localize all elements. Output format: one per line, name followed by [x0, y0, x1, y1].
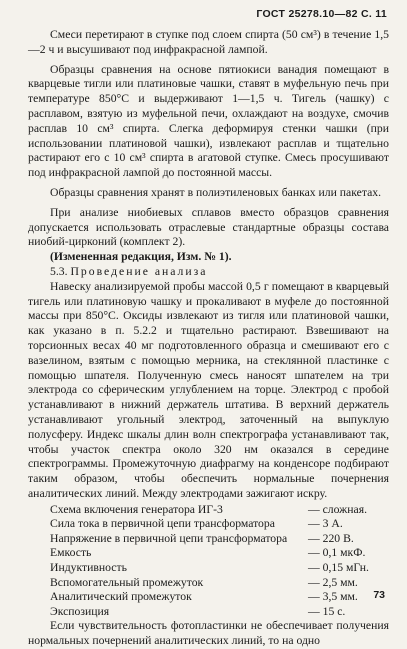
parameter-name: Емкость	[50, 546, 92, 560]
section-heading	[28, 265, 389, 280]
parameter-name: Схема включения генератора ИГ-3	[50, 502, 223, 516]
parameter-value: — 2,5 мм.	[308, 575, 358, 589]
parameter-name: Сила тока в первичной цепи трансформатора	[50, 517, 275, 531]
paragraph-closing: Если чувствительность фотопластинки не обеспечивает получения нормальных почернений аналитических линий, то на одно	[28, 619, 389, 648]
parameter-name: Вспомогательный промежуток	[50, 575, 204, 589]
paragraph-1: Смеси перетирают в ступке под слоем спирта (50 см³) в течение 1,5—2 ч и высушивают под инфракрасной лампой.	[28, 28, 389, 56]
page-header: ГОСТ 25278.10—82 С. 11	[256, 8, 387, 20]
amendment-note: (Измененная редакция, Изм. № 1).	[50, 250, 232, 264]
parameter-row	[28, 546, 389, 561]
parameter-value: — сложная.	[308, 502, 367, 516]
parameter-name: Индуктивность	[50, 561, 127, 575]
parameter-name: Экспозиция	[50, 604, 110, 618]
document-body	[28, 28, 389, 649]
paragraph-procedure: Навеску анализируемой пробы массой 0,5 г помещают в кварцевый тигель или платиновую чашку и прокаливают в муфеле до постоянной массы при 850°С. Оксиды извлекают из тигля или платиновой чашки, как указано в п. 5.2.2 и тщательно растирают. Взвешивают на торсионных весах 40 мг подготовленного образца и смешивают его с вазелином, взятым с помощью мерника, на стеклянной пластинке с помощью шпателя. Полученную смесь наносят шпателем на три электрода со сферическим углублением на торце. Электрод с пробой устанавливают в нижний держатель штатива. В верхний держатель устанавливают угольный электрод, заточенный на выпуклую полусферу. Индекс шкалы длин волн спектрографа устанавливают так, чтобы участок спектра около 320 нм оказался в середине спектрограммы. Промежуточную диафрагму на конденсоре подбирают таким образом, чтобы обеспечить нормальные почернения аналитических линий. Между электродами зажигают искру.	[28, 279, 389, 500]
page-number: 73	[373, 589, 385, 601]
parameter-value: — 3,5 мм.	[308, 590, 358, 604]
parameter-list	[28, 503, 389, 620]
paragraph-3: Образцы сравнения хранят в полиэтиленовых банках или пакетах.	[50, 185, 382, 199]
parameter-row	[28, 517, 389, 532]
parameter-row	[28, 561, 389, 576]
paragraph-4: При анализе ниобиевых сплавов вместо образцов сравнения допускается использовать отраслевые стандартные образцы состава ниобий-цирконий (комплект 2).	[28, 205, 389, 249]
section-number: 5.3.	[50, 264, 68, 278]
parameter-row	[28, 590, 389, 605]
parameter-row	[28, 503, 389, 518]
parameter-value: — 3 А.	[308, 517, 343, 531]
parameter-value: — 220 В.	[308, 531, 354, 545]
parameter-value: — 0,1 мкФ.	[308, 546, 366, 560]
parameter-row	[28, 605, 389, 620]
parameter-row	[28, 576, 389, 591]
section-title: Проведение анализа	[70, 264, 208, 278]
parameter-name: Напряжение в первичной цепи трансформатора	[50, 531, 288, 545]
parameter-value: — 15 с.	[308, 604, 346, 618]
paragraph-2: Образцы сравнения на основе пятиокиси ванадия помещают в кварцевые тигли или платиновые чашки, ставят в муфельную печь при температуре 850°С и выдерживают 1—1,5 ч. Тигель (чашку) с расплавом, взятую из муфельной печи, охлаждают на воздухе, смочив расплав 10 см³ спирта. Слегка деформируя стенки чашки (при использовании платиновой чашки), извлекают расплав и тщательно растирают его с 10 см³ спирта в агатовой ступке. Смесь просушивают под инфракрасной лампой до постоянной массы.	[28, 62, 389, 180]
parameter-name: Аналитический промежуток	[50, 590, 192, 604]
parameter-row	[28, 532, 389, 547]
parameter-value: — 0,15 мГн.	[308, 561, 369, 575]
